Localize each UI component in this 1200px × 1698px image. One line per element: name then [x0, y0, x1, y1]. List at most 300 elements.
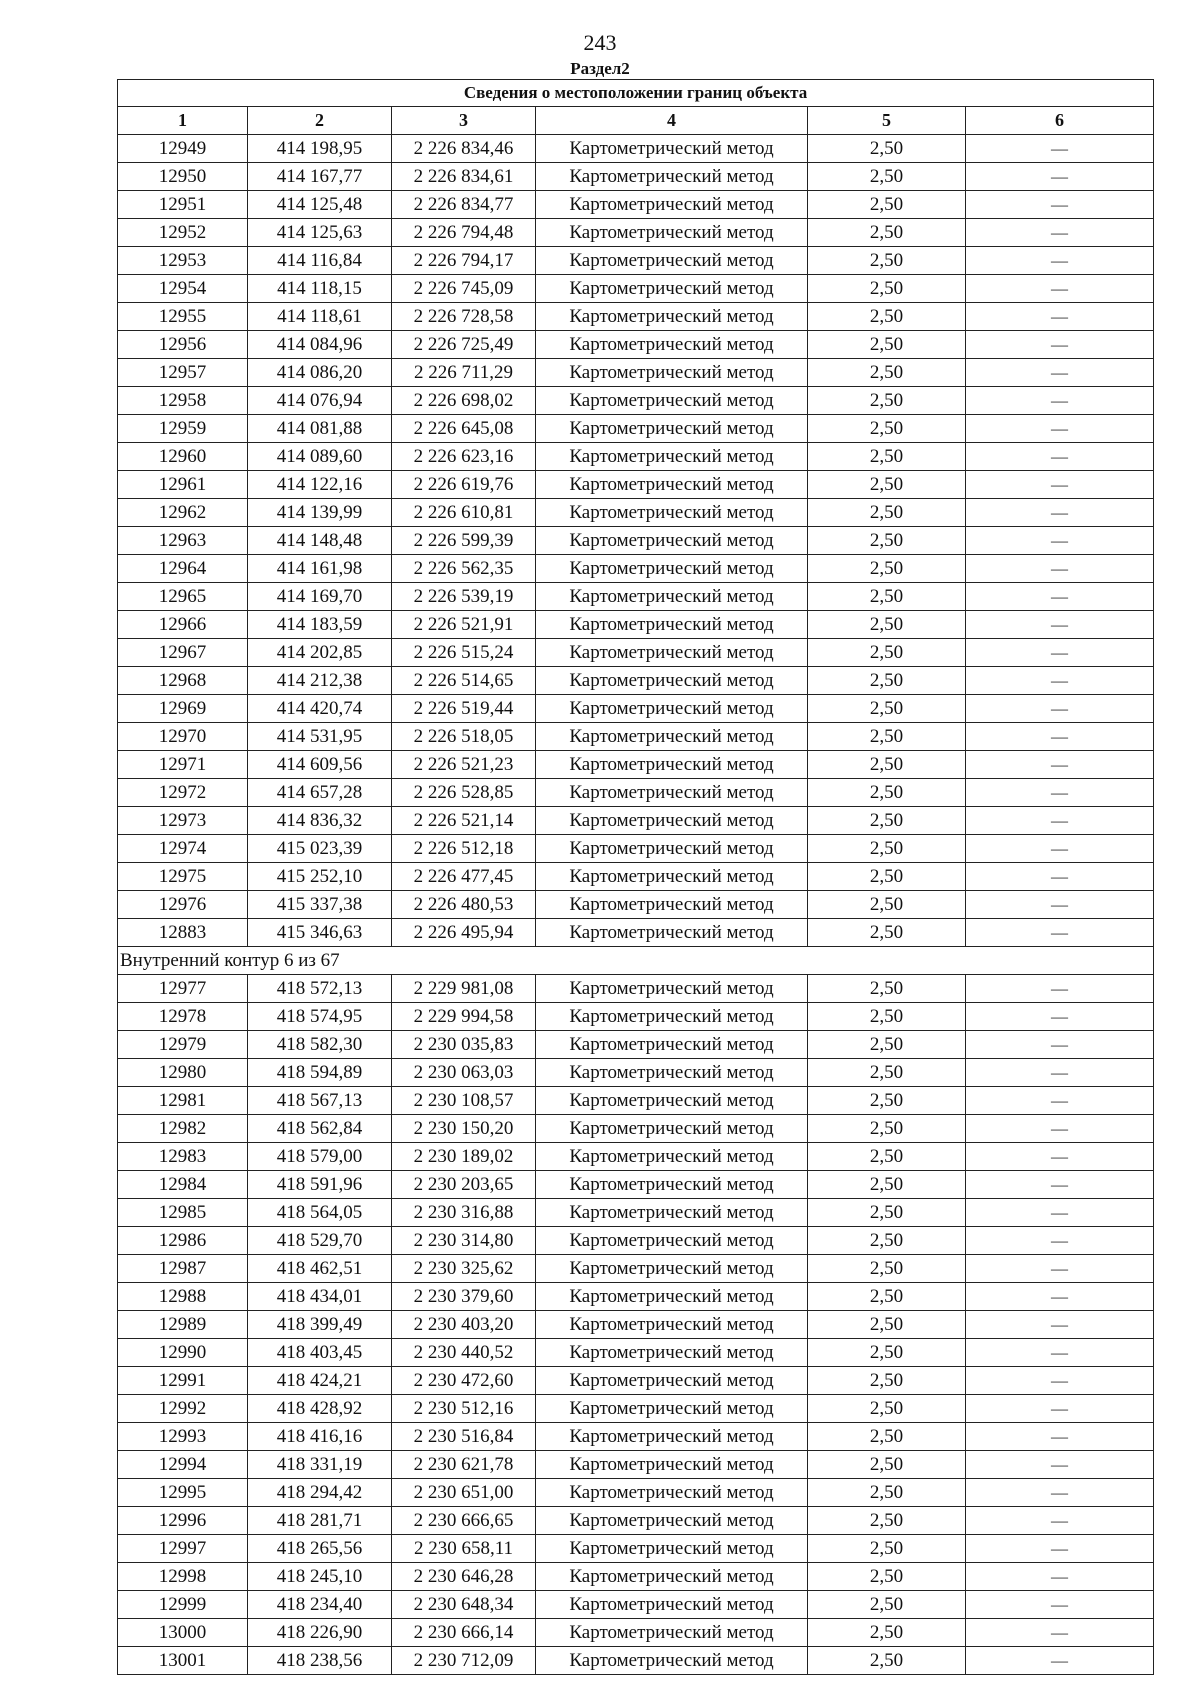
- note-cell: —: [966, 835, 1154, 863]
- accuracy-cell: 2,50: [808, 1031, 966, 1059]
- x-coordinate-cell: 414 609,56: [248, 751, 392, 779]
- method-cell: Картометрический метод: [536, 1227, 808, 1255]
- y-coordinate-cell: 2 226 528,85: [392, 779, 536, 807]
- note-cell: —: [966, 163, 1154, 191]
- x-coordinate-cell: 414 167,77: [248, 163, 392, 191]
- accuracy-cell: 2,50: [808, 1395, 966, 1423]
- y-coordinate-cell: 2 226 477,45: [392, 863, 536, 891]
- accuracy-cell: 2,50: [808, 723, 966, 751]
- table-row: [118, 303, 1154, 331]
- point-number-cell: 12982: [118, 1115, 248, 1143]
- note-cell: —: [966, 1059, 1154, 1087]
- y-coordinate-cell: 2 226 645,08: [392, 415, 536, 443]
- accuracy-cell: 2,50: [808, 975, 966, 1003]
- y-coordinate-cell: 2 230 646,28: [392, 1563, 536, 1591]
- x-coordinate-cell: 418 234,40: [248, 1591, 392, 1619]
- table-row: [118, 1535, 1154, 1563]
- method-cell: Картометрический метод: [536, 1115, 808, 1143]
- method-cell: Картометрический метод: [536, 555, 808, 583]
- point-number-cell: 12990: [118, 1339, 248, 1367]
- x-coordinate-cell: 418 245,10: [248, 1563, 392, 1591]
- accuracy-cell: 2,50: [808, 163, 966, 191]
- method-cell: Картометрический метод: [536, 779, 808, 807]
- y-coordinate-cell: 2 226 610,81: [392, 499, 536, 527]
- note-cell: —: [966, 331, 1154, 359]
- x-coordinate-cell: 414 202,85: [248, 639, 392, 667]
- x-coordinate-cell: 414 420,74: [248, 695, 392, 723]
- method-cell: Картометрический метод: [536, 1563, 808, 1591]
- method-cell: Картометрический метод: [536, 1591, 808, 1619]
- table-row: [118, 443, 1154, 471]
- note-cell: —: [966, 807, 1154, 835]
- point-number-cell: 13000: [118, 1619, 248, 1647]
- accuracy-cell: 2,50: [808, 1199, 966, 1227]
- note-cell: —: [966, 1423, 1154, 1451]
- point-number-cell: 12968: [118, 667, 248, 695]
- table-row: [118, 639, 1154, 667]
- y-coordinate-cell: 2 226 794,48: [392, 219, 536, 247]
- note-cell: —: [966, 695, 1154, 723]
- method-cell: Картометрический метод: [536, 1423, 808, 1451]
- note-cell: —: [966, 1591, 1154, 1619]
- point-number-cell: 12976: [118, 891, 248, 919]
- y-coordinate-cell: 2 230 516,84: [392, 1423, 536, 1451]
- table-row: [118, 135, 1154, 163]
- x-coordinate-cell: 414 081,88: [248, 415, 392, 443]
- accuracy-cell: 2,50: [808, 303, 966, 331]
- point-number-cell: 12966: [118, 611, 248, 639]
- point-number-cell: 12994: [118, 1451, 248, 1479]
- accuracy-cell: 2,50: [808, 1647, 966, 1675]
- accuracy-cell: 2,50: [808, 331, 966, 359]
- method-cell: Картометрический метод: [536, 1311, 808, 1339]
- table-row: [118, 1311, 1154, 1339]
- accuracy-cell: 2,50: [808, 1003, 966, 1031]
- point-number-cell: 12963: [118, 527, 248, 555]
- point-number-cell: 12951: [118, 191, 248, 219]
- method-cell: Картометрический метод: [536, 331, 808, 359]
- note-cell: —: [966, 975, 1154, 1003]
- point-number-cell: 12972: [118, 779, 248, 807]
- table-row: [118, 1367, 1154, 1395]
- point-number-cell: 12973: [118, 807, 248, 835]
- note-cell: —: [966, 555, 1154, 583]
- note-cell: —: [966, 275, 1154, 303]
- method-cell: Картометрический метод: [536, 1507, 808, 1535]
- table-row: [118, 1255, 1154, 1283]
- method-cell: Картометрический метод: [536, 415, 808, 443]
- accuracy-cell: 2,50: [808, 1367, 966, 1395]
- point-number-cell: 12959: [118, 415, 248, 443]
- y-coordinate-cell: 2 230 648,34: [392, 1591, 536, 1619]
- method-cell: Картометрический метод: [536, 247, 808, 275]
- table-row: [118, 667, 1154, 695]
- note-cell: —: [966, 191, 1154, 219]
- method-cell: Картометрический метод: [536, 1255, 808, 1283]
- x-coordinate-cell: 414 076,94: [248, 387, 392, 415]
- point-number-cell: 12988: [118, 1283, 248, 1311]
- table-row: [118, 1199, 1154, 1227]
- point-number-cell: 12960: [118, 443, 248, 471]
- table-row: [118, 723, 1154, 751]
- y-coordinate-cell: 2 226 521,23: [392, 751, 536, 779]
- y-coordinate-cell: 2 226 512,18: [392, 835, 536, 863]
- y-coordinate-cell: 2 230 314,80: [392, 1227, 536, 1255]
- accuracy-cell: 2,50: [808, 247, 966, 275]
- point-number-cell: 12883: [118, 919, 248, 947]
- y-coordinate-cell: 2 226 521,91: [392, 611, 536, 639]
- table-row: [118, 1647, 1154, 1675]
- x-coordinate-cell: 418 416,16: [248, 1423, 392, 1451]
- note-cell: —: [966, 751, 1154, 779]
- x-coordinate-cell: 418 294,42: [248, 1479, 392, 1507]
- y-coordinate-cell: 2 226 495,94: [392, 919, 536, 947]
- table-row: [118, 863, 1154, 891]
- note-cell: —: [966, 1143, 1154, 1171]
- y-coordinate-cell: 2 226 514,65: [392, 667, 536, 695]
- accuracy-cell: 2,50: [808, 275, 966, 303]
- column-header: 4: [536, 107, 808, 135]
- point-number-cell: 12984: [118, 1171, 248, 1199]
- accuracy-cell: 2,50: [808, 1591, 966, 1619]
- y-coordinate-cell: 2 226 834,77: [392, 191, 536, 219]
- y-coordinate-cell: 2 226 725,49: [392, 331, 536, 359]
- y-coordinate-cell: 2 230 035,83: [392, 1031, 536, 1059]
- point-number-cell: 12967: [118, 639, 248, 667]
- note-cell: —: [966, 1395, 1154, 1423]
- table-body: [118, 135, 1154, 1675]
- accuracy-cell: 2,50: [808, 1423, 966, 1451]
- point-number-cell: 12969: [118, 695, 248, 723]
- point-number-cell: 12955: [118, 303, 248, 331]
- table-row: [118, 1479, 1154, 1507]
- y-coordinate-cell: 2 226 698,02: [392, 387, 536, 415]
- note-cell: —: [966, 1031, 1154, 1059]
- y-coordinate-cell: 2 230 666,65: [392, 1507, 536, 1535]
- note-cell: —: [966, 135, 1154, 163]
- point-number-cell: 12993: [118, 1423, 248, 1451]
- note-cell: —: [966, 1647, 1154, 1675]
- x-coordinate-cell: 414 183,59: [248, 611, 392, 639]
- method-cell: Картометрический метод: [536, 1395, 808, 1423]
- method-cell: Картометрический метод: [536, 499, 808, 527]
- method-cell: Картометрический метод: [536, 1171, 808, 1199]
- method-cell: Картометрический метод: [536, 751, 808, 779]
- y-coordinate-cell: 2 230 472,60: [392, 1367, 536, 1395]
- y-coordinate-cell: 2 230 189,02: [392, 1143, 536, 1171]
- x-coordinate-cell: 418 562,84: [248, 1115, 392, 1143]
- note-cell: —: [966, 1479, 1154, 1507]
- point-number-cell: 12974: [118, 835, 248, 863]
- table-row: [118, 975, 1154, 1003]
- method-cell: Картометрический метод: [536, 1003, 808, 1031]
- point-number-cell: 12979: [118, 1031, 248, 1059]
- point-number-cell: 12958: [118, 387, 248, 415]
- y-coordinate-cell: 2 226 599,39: [392, 527, 536, 555]
- method-cell: Картометрический метод: [536, 1339, 808, 1367]
- point-number-cell: 12997: [118, 1535, 248, 1563]
- x-coordinate-cell: 414 836,32: [248, 807, 392, 835]
- table-row: [118, 611, 1154, 639]
- y-coordinate-cell: 2 229 994,58: [392, 1003, 536, 1031]
- method-cell: Картометрический метод: [536, 1059, 808, 1087]
- note-cell: —: [966, 667, 1154, 695]
- accuracy-cell: 2,50: [808, 359, 966, 387]
- accuracy-cell: 2,50: [808, 1563, 966, 1591]
- x-coordinate-cell: 418 462,51: [248, 1255, 392, 1283]
- x-coordinate-cell: 414 125,48: [248, 191, 392, 219]
- table-row: [118, 527, 1154, 555]
- method-cell: Картометрический метод: [536, 695, 808, 723]
- table-row: [118, 1395, 1154, 1423]
- accuracy-cell: 2,50: [808, 583, 966, 611]
- table-row: [118, 919, 1154, 947]
- y-coordinate-cell: 2 226 518,05: [392, 723, 536, 751]
- method-cell: Картометрический метод: [536, 919, 808, 947]
- accuracy-cell: 2,50: [808, 807, 966, 835]
- table-row: [118, 1115, 1154, 1143]
- table-row: [118, 191, 1154, 219]
- y-coordinate-cell: 2 230 403,20: [392, 1311, 536, 1339]
- accuracy-cell: 2,50: [808, 1255, 966, 1283]
- accuracy-cell: 2,50: [808, 835, 966, 863]
- point-number-cell: 12996: [118, 1507, 248, 1535]
- accuracy-cell: 2,50: [808, 1283, 966, 1311]
- table-row: [118, 1143, 1154, 1171]
- table-row: [118, 1283, 1154, 1311]
- point-number-cell: 12953: [118, 247, 248, 275]
- y-coordinate-cell: 2 226 519,44: [392, 695, 536, 723]
- note-cell: —: [966, 1535, 1154, 1563]
- table-row: [118, 1619, 1154, 1647]
- y-coordinate-cell: 2 226 745,09: [392, 275, 536, 303]
- method-cell: Картометрический метод: [536, 1199, 808, 1227]
- method-cell: Картометрический метод: [536, 1535, 808, 1563]
- section-title: Раздел2: [570, 59, 630, 78]
- x-coordinate-cell: 418 574,95: [248, 1003, 392, 1031]
- table-row: [118, 1171, 1154, 1199]
- contour-label: Внутренний контур 6 из 67: [118, 947, 1154, 975]
- table-row: [118, 1451, 1154, 1479]
- point-number-cell: 12980: [118, 1059, 248, 1087]
- note-cell: —: [966, 583, 1154, 611]
- point-number-cell: 12986: [118, 1227, 248, 1255]
- accuracy-cell: 2,50: [808, 1311, 966, 1339]
- accuracy-cell: 2,50: [808, 555, 966, 583]
- table-row: [118, 163, 1154, 191]
- method-cell: Картометрический метод: [536, 359, 808, 387]
- table-row: [118, 331, 1154, 359]
- accuracy-cell: 2,50: [808, 1339, 966, 1367]
- point-number-cell: 12952: [118, 219, 248, 247]
- table-row: [118, 1059, 1154, 1087]
- method-cell: Картометрический метод: [536, 471, 808, 499]
- y-coordinate-cell: 2 230 512,16: [392, 1395, 536, 1423]
- y-coordinate-cell: 2 230 651,00: [392, 1479, 536, 1507]
- method-cell: Картометрический метод: [536, 1283, 808, 1311]
- point-number-cell: 12987: [118, 1255, 248, 1283]
- note-cell: —: [966, 1507, 1154, 1535]
- accuracy-cell: 2,50: [808, 191, 966, 219]
- column-header: 3: [392, 107, 536, 135]
- note-cell: —: [966, 1451, 1154, 1479]
- note-cell: —: [966, 1619, 1154, 1647]
- x-coordinate-cell: 414 161,98: [248, 555, 392, 583]
- table-row: [118, 1087, 1154, 1115]
- accuracy-cell: 2,50: [808, 1507, 966, 1535]
- x-coordinate-cell: 415 252,10: [248, 863, 392, 891]
- y-coordinate-cell: 2 229 981,08: [392, 975, 536, 1003]
- x-coordinate-cell: 418 529,70: [248, 1227, 392, 1255]
- accuracy-cell: 2,50: [808, 1087, 966, 1115]
- y-coordinate-cell: 2 230 379,60: [392, 1283, 536, 1311]
- note-cell: —: [966, 471, 1154, 499]
- accuracy-cell: 2,50: [808, 779, 966, 807]
- table-caption: Сведения о местоположении границ объекта: [118, 80, 1154, 107]
- column-header: 2: [248, 107, 392, 135]
- note-cell: —: [966, 863, 1154, 891]
- accuracy-cell: 2,50: [808, 1171, 966, 1199]
- x-coordinate-cell: 418 281,71: [248, 1507, 392, 1535]
- x-coordinate-cell: 418 424,21: [248, 1367, 392, 1395]
- table-row: [118, 219, 1154, 247]
- table-row: [118, 1003, 1154, 1031]
- method-cell: Картометрический метод: [536, 1367, 808, 1395]
- accuracy-cell: 2,50: [808, 219, 966, 247]
- table-row: [118, 471, 1154, 499]
- y-coordinate-cell: 2 226 834,61: [392, 163, 536, 191]
- y-coordinate-cell: 2 230 150,20: [392, 1115, 536, 1143]
- accuracy-cell: 2,50: [808, 1479, 966, 1507]
- method-cell: Картометрический метод: [536, 387, 808, 415]
- note-cell: —: [966, 303, 1154, 331]
- point-number-cell: 12954: [118, 275, 248, 303]
- y-coordinate-cell: 2 226 794,17: [392, 247, 536, 275]
- accuracy-cell: 2,50: [808, 443, 966, 471]
- column-header: 5: [808, 107, 966, 135]
- note-cell: —: [966, 891, 1154, 919]
- method-cell: Картометрический метод: [536, 807, 808, 835]
- method-cell: Картометрический метод: [536, 975, 808, 1003]
- note-cell: —: [966, 247, 1154, 275]
- y-coordinate-cell: 2 230 316,88: [392, 1199, 536, 1227]
- x-coordinate-cell: 414 116,84: [248, 247, 392, 275]
- column-header: 6: [966, 107, 1154, 135]
- x-coordinate-cell: 414 125,63: [248, 219, 392, 247]
- note-cell: —: [966, 919, 1154, 947]
- note-cell: —: [966, 387, 1154, 415]
- table-row: [118, 387, 1154, 415]
- y-coordinate-cell: 2 230 203,65: [392, 1171, 536, 1199]
- x-coordinate-cell: 414 169,70: [248, 583, 392, 611]
- x-coordinate-cell: 414 084,96: [248, 331, 392, 359]
- x-coordinate-cell: 414 198,95: [248, 135, 392, 163]
- accuracy-cell: 2,50: [808, 1619, 966, 1647]
- accuracy-cell: 2,50: [808, 1143, 966, 1171]
- x-coordinate-cell: 418 582,30: [248, 1031, 392, 1059]
- point-number-cell: 12981: [118, 1087, 248, 1115]
- point-number-cell: 12985: [118, 1199, 248, 1227]
- y-coordinate-cell: 2 226 623,16: [392, 443, 536, 471]
- method-cell: Картометрический метод: [536, 1619, 808, 1647]
- x-coordinate-cell: 414 212,38: [248, 667, 392, 695]
- point-number-cell: 12977: [118, 975, 248, 1003]
- method-cell: Картометрический метод: [536, 611, 808, 639]
- table-row: [118, 1563, 1154, 1591]
- point-number-cell: 12995: [118, 1479, 248, 1507]
- method-cell: Картометрический метод: [536, 527, 808, 555]
- method-cell: Картометрический метод: [536, 583, 808, 611]
- x-coordinate-cell: 414 122,16: [248, 471, 392, 499]
- method-cell: Картометрический метод: [536, 891, 808, 919]
- method-cell: Картометрический метод: [536, 163, 808, 191]
- accuracy-cell: 2,50: [808, 387, 966, 415]
- y-coordinate-cell: 2 226 539,19: [392, 583, 536, 611]
- note-cell: —: [966, 359, 1154, 387]
- accuracy-cell: 2,50: [808, 1451, 966, 1479]
- point-number-cell: 12971: [118, 751, 248, 779]
- x-coordinate-cell: 414 118,61: [248, 303, 392, 331]
- note-cell: —: [966, 219, 1154, 247]
- column-header: 1: [118, 107, 248, 135]
- table-row: [118, 835, 1154, 863]
- x-coordinate-cell: 418 403,45: [248, 1339, 392, 1367]
- x-coordinate-cell: 418 428,92: [248, 1395, 392, 1423]
- x-coordinate-cell: 418 434,01: [248, 1283, 392, 1311]
- x-coordinate-cell: 418 331,19: [248, 1451, 392, 1479]
- point-number-cell: 12956: [118, 331, 248, 359]
- point-number-cell: 12950: [118, 163, 248, 191]
- accuracy-cell: 2,50: [808, 135, 966, 163]
- x-coordinate-cell: 414 148,48: [248, 527, 392, 555]
- method-cell: Картометрический метод: [536, 1451, 808, 1479]
- table-row: [118, 751, 1154, 779]
- accuracy-cell: 2,50: [808, 695, 966, 723]
- table-row: [118, 583, 1154, 611]
- x-coordinate-cell: 414 657,28: [248, 779, 392, 807]
- x-coordinate-cell: 418 594,89: [248, 1059, 392, 1087]
- note-cell: —: [966, 1367, 1154, 1395]
- accuracy-cell: 2,50: [808, 415, 966, 443]
- method-cell: Картометрический метод: [536, 1479, 808, 1507]
- note-cell: —: [966, 527, 1154, 555]
- point-number-cell: 12978: [118, 1003, 248, 1031]
- table-row: [118, 695, 1154, 723]
- note-cell: —: [966, 639, 1154, 667]
- y-coordinate-cell: 2 230 440,52: [392, 1339, 536, 1367]
- point-number-cell: 12965: [118, 583, 248, 611]
- accuracy-cell: 2,50: [808, 891, 966, 919]
- x-coordinate-cell: 418 591,96: [248, 1171, 392, 1199]
- point-number-cell: 12989: [118, 1311, 248, 1339]
- table-row: [118, 1227, 1154, 1255]
- table-row: [118, 247, 1154, 275]
- x-coordinate-cell: 414 531,95: [248, 723, 392, 751]
- y-coordinate-cell: 2 230 658,11: [392, 1535, 536, 1563]
- point-number-cell: 12957: [118, 359, 248, 387]
- accuracy-cell: 2,50: [808, 499, 966, 527]
- accuracy-cell: 2,50: [808, 1059, 966, 1087]
- accuracy-cell: 2,50: [808, 527, 966, 555]
- note-cell: —: [966, 415, 1154, 443]
- table-row: [118, 891, 1154, 919]
- note-cell: —: [966, 499, 1154, 527]
- point-number-cell: 12992: [118, 1395, 248, 1423]
- note-cell: —: [966, 1115, 1154, 1143]
- table-row: [118, 1031, 1154, 1059]
- point-number-cell: 12975: [118, 863, 248, 891]
- accuracy-cell: 2,50: [808, 1115, 966, 1143]
